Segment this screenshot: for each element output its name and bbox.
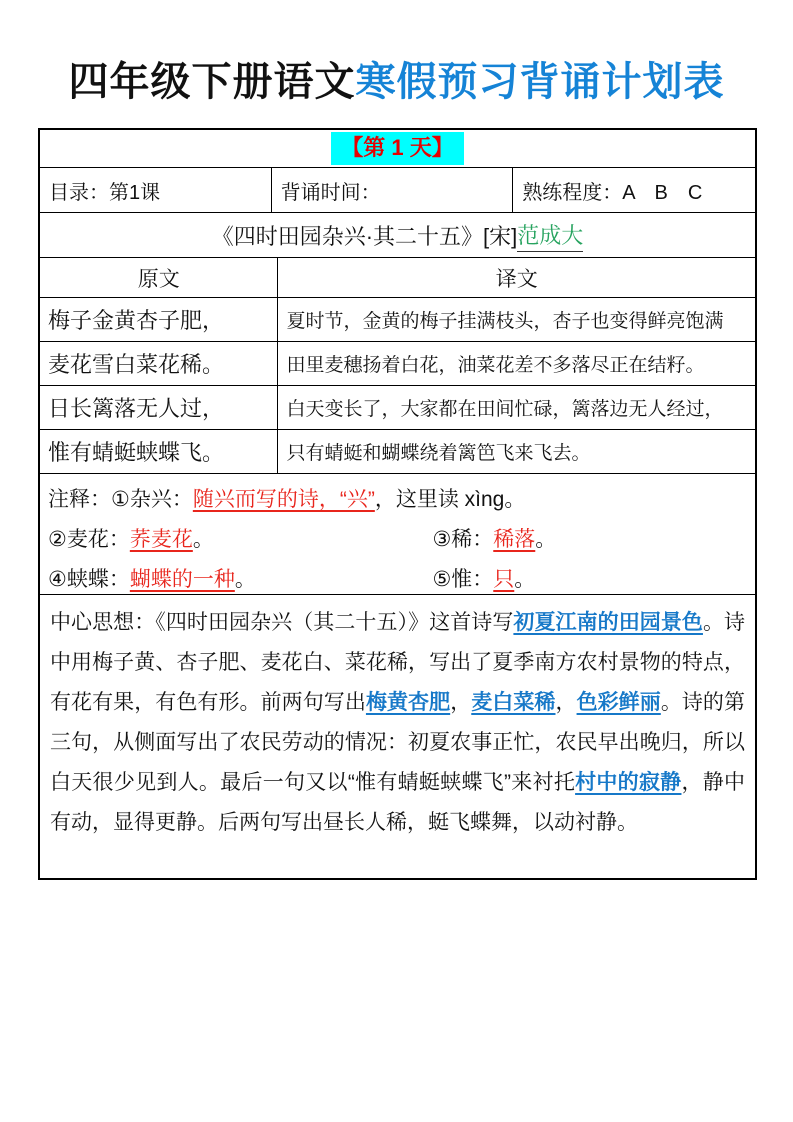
poem-translation: 只有蜻蜓和蝴蝶绕着篱笆飞来飞去。 <box>286 443 591 464</box>
note-line-3 <box>48 560 747 600</box>
note-suffix: 。 <box>192 528 214 551</box>
summary-highlight: 麦白菜稀 <box>471 691 556 714</box>
note-item-3 <box>432 520 747 560</box>
meta-row <box>40 168 755 213</box>
poem-title-text: 《四时田园杂兴·其二十五》[宋] <box>211 223 518 249</box>
poem-translation: 白天变长了，大家都在田间忙碌，篱落边无人经过， <box>286 399 724 420</box>
note-prefix: 注释：①杂兴： <box>48 488 193 511</box>
summary-highlight: 初夏江南的田园景色 <box>513 611 703 634</box>
summary-segment: 中心思想：《四时田园杂兴（其二十五）》这首诗写 <box>50 611 514 634</box>
summary-segment: 。诗的第三句，从侧面写出了农民劳动的情况：初夏农事正忙，农民早出晚归，所以白天很少见到人。最后一句又以“惟有蜻蜓蛱蝶飞”来衬托 <box>50 691 745 794</box>
note-suffix: 。 <box>535 528 557 551</box>
summary-segment: 。诗中用梅子黄、杏子肥、麦花白、菜花稀，写出了夏季南方农村景物的特点，有花有果，有色有形。前两句写出 <box>50 611 746 714</box>
note-line-1 <box>48 480 747 520</box>
summary-row <box>40 595 755 878</box>
page-title <box>0 58 793 106</box>
note-highlight: 蝴蝶的一种 <box>129 568 235 591</box>
note-line-2 <box>48 520 747 560</box>
page-title-black: 四年级下册语文 <box>68 60 356 104</box>
note-prefix: ③稀： <box>432 528 494 551</box>
poem-row-2 <box>40 342 755 386</box>
note-prefix: ④蛱蝶： <box>48 568 130 591</box>
note-highlight: 随兴而写的诗，“兴” <box>192 488 375 511</box>
note-suffix: ，这里读 xìng。 <box>374 488 526 511</box>
note-suffix: 。 <box>234 568 256 591</box>
poem-title-row <box>40 213 755 258</box>
poem-translation: 夏时节，金黄的梅子挂满枝头，杏子也变得鲜亮饱满 <box>286 311 724 332</box>
proficiency-cell: 熟练程度：A B C <box>522 181 703 204</box>
summary-highlight: 色彩鲜丽 <box>576 691 661 714</box>
summary-segment: ， <box>450 691 472 714</box>
note-highlight: 稀落 <box>493 528 536 551</box>
translation-column-header: 译文 <box>495 267 538 291</box>
note-item-2 <box>48 520 432 560</box>
summary-highlight: 梅黄杏肥 <box>365 691 451 714</box>
column-header-row <box>40 258 755 298</box>
poem-original: 日长篱落无人过， <box>40 386 278 429</box>
notes-row <box>40 474 755 595</box>
note-highlight: 荞麦花 <box>129 528 193 551</box>
original-column-header: 原文 <box>40 258 278 297</box>
day-badge: 【第 1 天】 <box>331 132 463 165</box>
day-header-row <box>40 130 755 168</box>
note-item-4 <box>48 560 432 600</box>
summary-segment: ，静中有动，显得更静。后两句写出昼长人稀，蜓飞蝶舞，以动衬静。 <box>50 771 746 834</box>
note-prefix: ②麦花： <box>48 528 130 551</box>
recite-time-cell: 背诵时间： <box>272 168 514 212</box>
poem-author: 范成大 <box>517 219 583 252</box>
poem-row-3 <box>40 386 755 430</box>
poem-original: 麦花雪白菜花稀。 <box>40 342 278 385</box>
note-highlight: 只 <box>493 568 515 591</box>
poem-row-4 <box>40 430 755 474</box>
poem-original: 梅子金黄杏子肥， <box>40 298 278 341</box>
page-title-blue: 寒假预习背诵计划表 <box>355 60 725 104</box>
summary-highlight: 村中的寂静 <box>575 771 682 794</box>
note-suffix: 。 <box>514 568 536 591</box>
poem-original: 惟有蜻蜓蛱蝶飞。 <box>40 430 278 473</box>
poem-row-1 <box>40 298 755 342</box>
worksheet-table <box>38 128 757 880</box>
summary-segment: ， <box>555 691 577 714</box>
poem-translation: 田里麦穗扬着白花，油菜花差不多落尽正在结籽。 <box>286 355 705 376</box>
note-prefix: ⑤惟： <box>432 568 494 591</box>
catalog-cell: 目录：第1课 <box>40 168 272 212</box>
note-item-5 <box>432 560 747 600</box>
